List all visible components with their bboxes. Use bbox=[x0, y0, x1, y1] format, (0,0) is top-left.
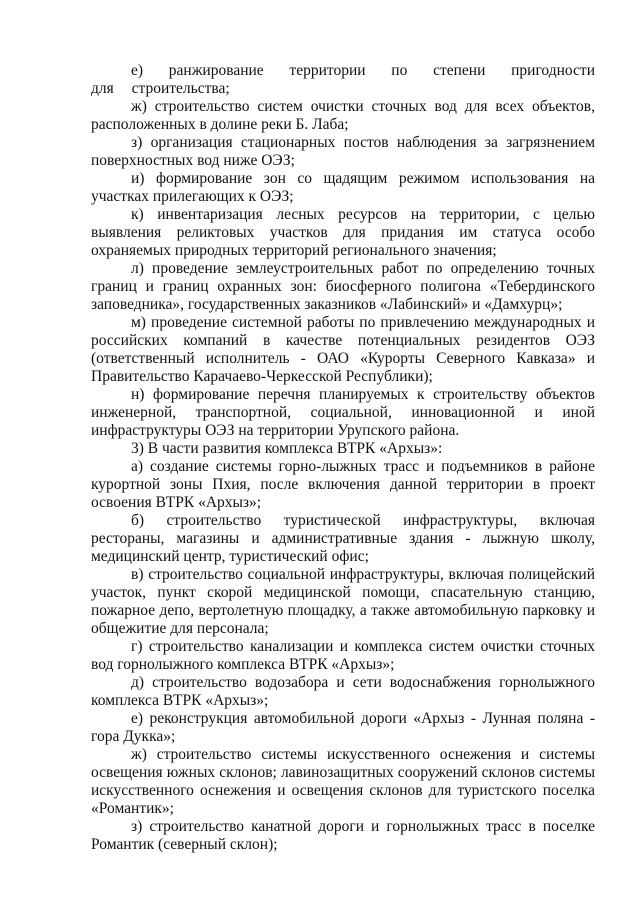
paragraph-zh-snowmaking: ж) строительство системы искусственного оснежения и системы освещения южных склонов; лавинозащитных сооружений склонов системы искусственного оснежения и освещения склонов для туристского поселка «Романтик»; bbox=[91, 746, 595, 817]
paragraph-d-water-supply: д) строительство водозабора и сети водоснабжения горнолыжного комплекса ВТРК «Архыз»; bbox=[91, 674, 595, 709]
paragraph-a-ski-trails: а) создание системы горно-лыжных трасс и подъемников в районе курортной зоны Пхия, после включения данной территории в проект освоения ВТРК «Архыз»; bbox=[91, 458, 595, 511]
paragraph-i-gentle-use-zones: и) формирование зон со щадящим режимом использования на участках прилегающих к ОЭЗ; bbox=[91, 170, 595, 205]
paragraph-n-infrastructure-list: н) формирование перечня планируемых к строительству объектов инженерной, транспортной, социальной, инновационной и иной инфраструктуры ОЭЗ на территории Урупского района. bbox=[91, 386, 595, 439]
paragraph-k-forest-inventory: к) инвентаризация лесных ресурсов на территории, с целью выявления реликтовых участков для придания им статуса особо охраняемых природных территорий регионального значения; bbox=[91, 206, 595, 259]
document-page bbox=[91, 62, 595, 854]
paragraph-g-sewerage: г) строительство канализации и комплекса систем очистки сточных вод горнолыжного комплекса ВТРК «Архыз»; bbox=[91, 638, 595, 673]
paragraph-v-social-infrastructure: в) строительство социальной инфраструктуры, включая полицейский участок, пункт скорой медицинской помощи, спасательную станцию, пожарное депо, вертолетную площадку, а также автомобильную парковку и общежитие для персонала; bbox=[91, 566, 595, 637]
paragraph-b-tourist-infrastructure: б) строительство туристической инфраструктуры, включая рестораны, магазины и административные здания - лыжную школу, медицинский центр, туристический офис; bbox=[91, 512, 595, 565]
paragraph-zh-wastewater-systems: ж) строительство систем очистки сточных вод для всех объектов, расположенных в долине реки Б. Лаба; bbox=[91, 98, 595, 133]
paragraph-l-land-survey: л) проведение землеустроительных работ по определению точных границ и границ охранных зон: биосферного полигона «Тебердинского заповедника», государственных заказников «Лабинский» и «Дамхурц»; bbox=[91, 260, 595, 313]
paragraph-e-ranking: е) ранжирование территории по степени пригодности для строительства; bbox=[91, 62, 595, 97]
paragraph-z-monitoring-posts: з) организация стационарных постов наблюдения за загрязнением поверхностных вод ниже ОЭЗ; bbox=[91, 134, 595, 169]
section-heading-arkhyz: 3) В части развития комплекса ВТРК «Архыз»: bbox=[131, 440, 443, 457]
paragraph-z-cable-car: з) строительство канатной дороги и горнолыжных трасс в поселке Романтик (северный склон); bbox=[91, 818, 595, 853]
paragraph-e-road-reconstruction: е) реконструкция автомобильной дороги «Архыз - Лунная поляна - гора Дукка»; bbox=[91, 710, 595, 745]
paragraph-m-attract-residents: м) проведение системной работы по привлечению международных и российских компаний в качестве потенциальных резидентов ОЭЗ (ответственный исполнитель - ОАО «Курорты Северного Кавказа» и Правительство Карачаево-Черкесской Республики); bbox=[91, 314, 595, 385]
